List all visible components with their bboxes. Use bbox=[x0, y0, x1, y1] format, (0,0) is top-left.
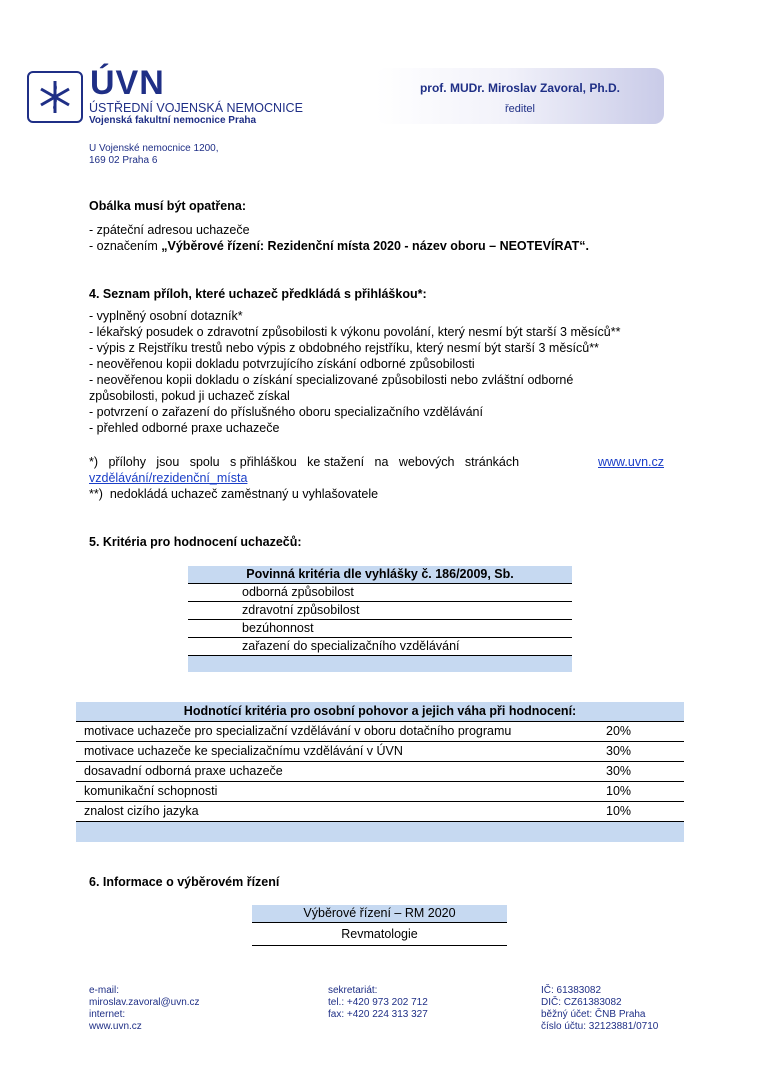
criterion-label: komunikační schopnosti bbox=[76, 782, 606, 802]
star-of-life-icon bbox=[32, 76, 78, 118]
footer-internet-label: internet: bbox=[89, 1009, 126, 1020]
footer-fax: fax: +420 224 313 327 bbox=[328, 1009, 428, 1020]
table-row: odborná způsobilost bbox=[188, 584, 572, 602]
note-2: **) nedokládá uchazeč zaměstnaný u vyhlašovatele bbox=[89, 487, 379, 501]
section-4-heading: 4. Seznam příloh, které uchazeč předkládá s přihláškou*: bbox=[89, 287, 427, 301]
footer-company-ids bbox=[541, 985, 658, 1033]
criterion-label: dosavadní odborná praxe uchazeče bbox=[76, 762, 606, 782]
attachment-item: způsobilosti, pokud ji uchazeč získal bbox=[89, 389, 290, 403]
footer-secretariat bbox=[328, 985, 428, 1021]
director-name: prof. MUDr. Miroslav Zavoral, Ph.D. bbox=[419, 81, 621, 95]
criterion-label: motivace uchazeče pro specializační vzdělávání v oboru dotačního programu bbox=[76, 722, 606, 742]
footer-bank: běžný účet: ČNB Praha bbox=[541, 1009, 646, 1020]
footer-ico: IČ: 61383082 bbox=[541, 985, 602, 996]
footer-website: www.uvn.cz bbox=[89, 1021, 142, 1032]
footer-secretariat-label: sekretariát: bbox=[328, 985, 378, 996]
mandatory-criteria-header: Povinná kritéria dle vyhlášky č. 186/2009, Sb. bbox=[188, 566, 572, 584]
table-fill-row bbox=[76, 822, 684, 843]
selection-info-header: Výběrové řízení – RM 2020 bbox=[252, 905, 507, 923]
envelope-heading: Obálka musí být opatřena: bbox=[89, 199, 246, 213]
table-row: zdravotní způsobilost bbox=[188, 602, 572, 620]
footer-account: číslo účtu: 32123881/0710 bbox=[541, 1021, 659, 1032]
org-name: ÚSTŘEDNÍ VOJENSKÁ NEMOCNICE bbox=[89, 101, 303, 115]
criterion-label: znalost cizího jazyka bbox=[76, 802, 606, 822]
org-subtitle: Vojenská fakultní nemocnice Praha bbox=[89, 115, 257, 126]
attachment-item: - neověřenou kopii dokladu potvrzujícího získání odborné způsobilosti bbox=[89, 357, 475, 371]
org-abbreviation: ÚVN bbox=[90, 64, 165, 102]
note-1-text: *) přílohy jsou spolu s přihláškou ke stažení na webových stránkách bbox=[89, 455, 520, 469]
envelope-line-2-prefix: - označením bbox=[89, 239, 162, 253]
evaluation-criteria-header: Hodnotící kritéria pro osobní pohovor a jejich váha při hodnocení: bbox=[76, 702, 684, 722]
footer-dic: DIČ: CZ61383082 bbox=[541, 997, 622, 1008]
envelope-line-2-bold: „Výběrové řízení: Rezidenční místa 2020 - název oboru – NEOTEVÍRAT“. bbox=[161, 239, 589, 253]
section-5-heading: 5. Kritéria pro hodnocení uchazečů: bbox=[89, 535, 302, 549]
address-line-2: 169 02 Praha 6 bbox=[89, 155, 158, 166]
address-line-1: U Vojenské nemocnice 1200, bbox=[89, 143, 219, 154]
criterion-weight: 30% bbox=[606, 742, 684, 762]
envelope-line-1: - zpáteční adresou uchazeče bbox=[89, 223, 250, 237]
attachment-item: - potvrzení o zařazení do příslušného oboru specializačního vzdělávání bbox=[89, 405, 483, 419]
criterion-weight: 30% bbox=[606, 762, 684, 782]
footer-contact bbox=[89, 985, 200, 1033]
selection-field: Revmatologie bbox=[252, 923, 507, 946]
mandatory-criteria-table bbox=[188, 566, 572, 672]
criterion-label: motivace uchazeče ke specializačnímu vzdělávání v ÚVN bbox=[76, 742, 606, 762]
criterion-weight: 10% bbox=[606, 782, 684, 802]
footer-phone: tel.: +420 973 202 712 bbox=[328, 997, 428, 1008]
footer-email: miroslav.zavoral@uvn.cz bbox=[89, 997, 200, 1008]
attachment-item: - lékařský posudek o zdravotní způsobilosti k výkonu povolání, který nesmí být starší 3 měsíců** bbox=[89, 325, 621, 339]
website-link[interactable]: www.uvn.cz bbox=[598, 455, 664, 469]
table-row: bezúhonnost bbox=[188, 620, 572, 638]
director-role: ředitel bbox=[505, 103, 535, 115]
footer-email-label: e-mail: bbox=[89, 985, 120, 996]
attachment-item: - neověřenou kopii dokladu o získání specializované způsobilosti nebo zvláštní odborné bbox=[89, 373, 574, 387]
evaluation-criteria-table bbox=[76, 702, 684, 842]
selection-info-table bbox=[252, 905, 507, 946]
hospital-logo bbox=[27, 71, 83, 123]
table-row: zařazení do specializačního vzdělávání bbox=[188, 638, 572, 656]
section-6-heading: 6. Informace o výběrovém řízení bbox=[89, 875, 280, 889]
education-link[interactable]: vzdělávání/rezidenční_místa bbox=[89, 471, 248, 485]
criterion-weight: 10% bbox=[606, 802, 684, 822]
envelope-line-2 bbox=[89, 238, 589, 254]
attachment-item: - výpis z Rejstříku trestů nebo výpis z obdobného rejstříku, který nesmí být starší 3 měsíců** bbox=[89, 341, 599, 355]
criterion-weight: 20% bbox=[606, 722, 684, 742]
attachment-item: - přehled odborné praxe uchazeče bbox=[89, 421, 280, 435]
table-fill-row bbox=[188, 656, 572, 673]
attachment-item: - vyplněný osobní dotazník* bbox=[89, 309, 243, 323]
